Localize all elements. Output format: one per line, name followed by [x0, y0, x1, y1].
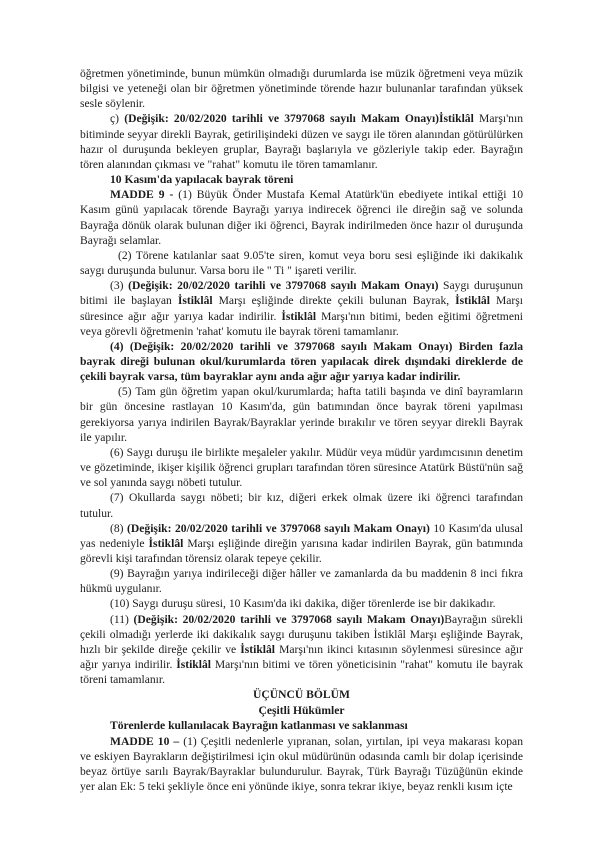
- paragraph-c: [80, 111, 523, 172]
- item-label: ç): [110, 112, 125, 126]
- paragraph-text: Saygı duruşunun bitimi ile başlayan: [80, 279, 523, 308]
- paragraph-number: (3): [110, 279, 129, 293]
- article-9-para-2: (2) Törene katılanlar saat 9.05'te siren, komut veya boru sesi eşliğinde iki dakikalık saygı duruşunda bulunur. Varsa boru ile " Ti " işareti verilir.: [80, 248, 523, 278]
- section-heading-10-kasim: 10 Kasım'da yapılacak bayrak töreni: [110, 173, 294, 187]
- paragraph-text: Marşı'nın bitiminde seyyar direkli Bayrak, getirilişindeki düzen ve saygı ile tören alanından götürülürken hazır ol duruşunda bekleyen gruplar, Bayrağı başlarıyla ve gözleriyle takip eder. Bayrağın tören alanından çıkması ve "rahat" komutu ile tören tamamlanır.: [80, 112, 524, 171]
- chapter-title: Çeşitli Hükümler: [258, 703, 345, 717]
- paragraph-text: (1) Çeşitli nedenlerle yıpranan, solan, yırtılan, ipi veya makarası kopan ve eskiyen Bayrakların değiştirilmesi için okul müdürünün odasında camlı bir dolap içerisinde beyaz örtüye sarılı Bayrak/Bayraklar bulundurulur. Bayrak, Türk Bayrağı Tüzüğünün ekinde yer alan Ek: 5 teki şekliyle önce eni yönünde ikiye, sonra tekrar ikiye, beyaz renkli kısım içte: [80, 734, 523, 794]
- article-9-para-7: (7) Okullarda saygı nöbeti; bir kız, diğeri erkek olmak üzere iki öğrenci tarafından tutulur.: [80, 491, 523, 520]
- paragraph-text: Bayrağın sürekli çekili olmadığı yerlerde iki dakikalık saygı duruşunu takiben İstiklâl Marşı eşliğinde Bayrak, hızlı bir şekilde direğe çekilir ve: [80, 612, 523, 656]
- paragraph-text: (1) Büyük Önder Mustafa Kemal Atatürk'ün ebediyete intikal ettiği 10 Kasım günü yapılacak törende Bayrağı yarıya indirecek öğrenci ile direğin sağ ve solunda Bayrağa dönük olarak bulunan diğer iki öğrenci, Bayrak indirilmeden önce hazır ol duruşunda Bayrağı selamlar.: [80, 188, 523, 247]
- amendment-note: (Değişik: 20/02/2020 tarihli ve 3797068 sayılı Makam Onayı): [127, 521, 430, 535]
- paragraph-text: Marşı'nın bitimi ve tören yöneticisinin "rahat" komutu ile bayrak töreni tamamlanır.: [80, 658, 523, 687]
- paragraph-text: 10 Kasım'da ulusal yas nedeniyle: [80, 521, 523, 550]
- article-10-para-1: [80, 734, 523, 795]
- section-heading-bayrak-katlanmasi: Törenlerde kullanılacak Bayrağın katlanması ve saklanması: [110, 719, 408, 733]
- amendment-note: (Değişik: 20/02/2020 tarihli ve 3797068 sayılı Makam Onayı)İstiklâl: [124, 112, 474, 126]
- article-9-para-8: [80, 521, 523, 566]
- istiklal-word: İstiklâl: [148, 536, 184, 550]
- article-label: MADDE 10 –: [110, 734, 184, 748]
- istiklal-word: İstiklâl: [455, 294, 490, 308]
- paragraph-text: Marşı eşliğinde direğin yarısına kadar indirilen Bayrak, gün batımında görevli kişi tarafından törensiz olarak tepeye çekilir.: [80, 536, 523, 565]
- amendment-note: (Değişik: 20/02/2020 tarihli ve 3797068 sayılı Makam Onayı): [133, 612, 445, 626]
- article-9-para-1: [80, 187, 523, 248]
- article-9-para-10: (10) Saygı duruşu süresi, 10 Kasım'da iki dakika, diğer törenlerde ise bir dakikadır.: [110, 597, 496, 611]
- paragraph-text: Marşı'nın bitimi, beden eğitimi öğretmeni veya görevli öğretmenin 'rahat' komutu ile bayrak töreni tamamlanır.: [80, 309, 523, 338]
- article-9-para-3: [80, 278, 523, 339]
- istiklal-word: İstiklâl: [176, 658, 211, 672]
- paragraph-number: (8): [110, 521, 128, 535]
- article-label: MADDE 9 -: [110, 188, 179, 202]
- paragraph-number: (11): [110, 612, 134, 626]
- paragraph-text: Marşı süresince ağır ağır yarıya kadar indirilir.: [80, 294, 523, 323]
- article-9-para-9: (9) Bayrağın yarıya indirileceği diğer hâller ve zamanlarda da bu maddenin 8 inci fıkra hükmü uygulanır.: [80, 567, 523, 596]
- chapter-number: ÜÇÜNCÜ BÖLÜM: [253, 688, 350, 702]
- istiklal-word: İstiklâl: [240, 642, 276, 656]
- paragraph-continued: öğretmen yönetiminde, bunun mümkün olmadığı durumlarda ise müzik öğretmeni veya müzik bilgisi ve yeteneği olan bir öğretmen yönetiminde törende hazır bulunanlar tarafından yüksek sesle söylenir.: [80, 67, 523, 111]
- article-9-para-6: (6) Saygı duruşu ile birlikte meşaleler yakılır. Müdür veya müdür yardımcısının denetim ve gözetiminde, ikişer kişilik öğrenci grupları tarafından tören süresince Atatürk Büstü'nün sağ ve sol yanında saygı nöbeti tutulur.: [80, 445, 523, 490]
- amendment-note: (Değişik: 20/02/2020 tarihli ve 3797068 sayılı Makam Onayı): [128, 279, 439, 293]
- paragraph-text: Marşı eşliğinde direkte çekili bulunan Bayrak,: [212, 294, 456, 308]
- article-9-para-5: (5) Tam gün öğretim yapan okul/kurumlarda; hafta tatili başında ve dinî bayramların bir gün öncesine rastlayan 10 Kasım'da, gün batımından önce bayrak töreni yapılması gerekiyorsa yarıya indirilen Bayrak/Bayraklar yerinde bırakılır ve tören seyyar direkli Bayrak ile yapılır.: [80, 385, 523, 444]
- article-9-para-4: (4) (Değişik: 20/02/2020 tarihli ve 3797068 sayılı Makam Onayı) Birden fazla bayrak direği bulunan okul/kurumlarda tören yapılacak direk dışındaki direklerde de çekili bayrak varsa, tüm bayraklar aynı anda ağır ağır yarıya kadar indirilir.: [80, 339, 523, 384]
- paragraph-text: Marşı'nın ikinci kıtasının söylenmesi süresince ağır ağır yarıya indirilir.: [80, 642, 523, 672]
- article-9-para-11: [80, 612, 523, 688]
- istiklal-word: İstiklâl: [281, 309, 317, 323]
- istiklal-word: İstiklâl: [177, 294, 213, 308]
